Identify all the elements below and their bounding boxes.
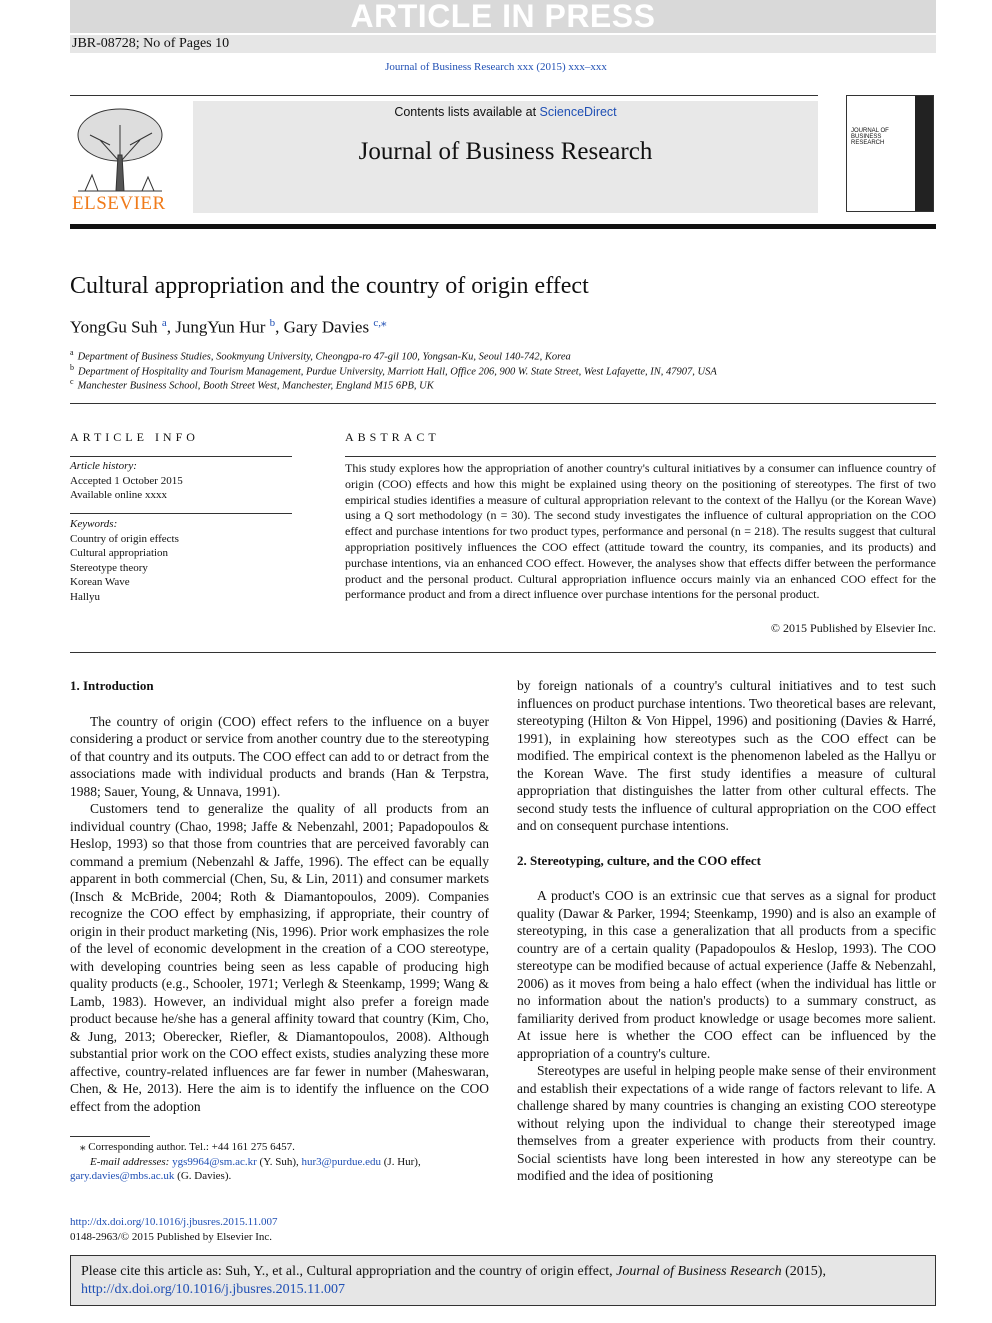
elsevier-tree-icon: [70, 105, 170, 193]
paragraph: by foreign nationals of a country's cultural initiatives and to test such influences on product purchase intentions. Two theoretical bases are relevant, stereotyping (Hilton & Von Hippel, 1996) and positioning (Davies & Harré, 1991), in explaining how stereotypes such as the COO effect can be modified. The empirical context is the phenomenon labeled as the Hallyu or the Korean Wave. The first study identifies a measure of cultural appropriation that distinguishes the latter from other cultural effects. The second study tests the influence of cultural appropriation on the COO effect and on consequent purchase intentions.: [517, 678, 936, 833]
doi-link[interactable]: http://dx.doi.org/10.1016/j.jbusres.2015.11.007: [70, 1216, 278, 1228]
affiliation-mark: a: [70, 348, 74, 357]
citation-journal: Journal of Business Research: [616, 1264, 782, 1279]
header-rule: [70, 95, 818, 96]
journal-reference-link[interactable]: Journal of Business Research xxx (2015) xxx–xxx: [385, 61, 607, 73]
keywords-label: Keywords:: [70, 518, 118, 530]
paragraph: The country of origin (COO) effect refers to the influence on a buyer considering a product or service from another country due to the stereotyping of that country and its outputs. The COO effect can add to or detract from the associations made with individual products and brands (Han & Terpstra, 1988; Sauer, Young, & Unnava, 1991).: [70, 713, 489, 799]
article-history: [70, 459, 292, 503]
keyword: Hallyu: [70, 590, 100, 603]
right-column: [517, 677, 936, 1185]
email-owner: (G. Davies).: [174, 1170, 232, 1182]
cover-text: JOURNAL OF BUSINESS RESEARCH: [851, 128, 889, 146]
author-name: Gary Davies: [283, 317, 370, 337]
corresponding-author: ⁎ Corresponding author. Tel.: +44 161 275 6457.: [80, 1141, 295, 1153]
author-separator: ,: [275, 317, 284, 337]
affiliation-mark: b: [70, 363, 74, 372]
journal-title: Journal of Business Research: [358, 138, 653, 165]
left-column: [70, 677, 489, 1115]
abstract-text: This study explores how the appropriation of another country's cultural initiatives by a consumer can influence country of origin (COO) effects and how this might be explained using theory on the positioning of stereotypes. The first of two empirical studies identifies a measure of cultural appropriation relevant to the context of the Hallyu (or the Korean Wave) using a Q sort methodology (n = 30). The second study investigates the influence of cultural appropriation on the COO effect and purchase intentions for two product types, performance and personal (n = 218). The results suggest that cultural appropriation positively influences the COO effect (attitude toward the country, its companies, and its products) and purchase intentions, via an enhanced COO effect. However, the analyses show that effects differ between the performance product and the personal product. Cultural appropriation influence occurs mainly via an enhanced COO effect for the performance product and from a direct influence over purchase intentions for the personal product.: [345, 461, 936, 602]
keywords: [70, 517, 292, 604]
author-name: YongGu Suh: [70, 317, 158, 337]
author-affiliation-link[interactable]: c,: [373, 317, 381, 329]
divider: [345, 456, 936, 457]
article-in-press-banner: ARTICLE IN PRESS: [70, 0, 936, 33]
divider: [70, 652, 936, 653]
author-name: JungYun Hur: [175, 317, 266, 337]
doi-block: [70, 1215, 490, 1244]
author-affiliation-link[interactable]: b: [269, 317, 276, 329]
article-info-heading: ARTICLE INFO: [70, 430, 199, 444]
corresponding-author-mark[interactable]: ⁎: [381, 317, 387, 329]
abstract-copyright: © 2015 Published by Elsevier Inc.: [770, 621, 936, 635]
divider: [70, 403, 936, 404]
history-online: Available online xxxx: [70, 489, 167, 501]
divider: [70, 513, 292, 514]
history-label: Article history:: [70, 460, 137, 472]
affiliation-text: Department of Business Studies, Sookmyung University, Cheongpa-ro 47-gil 100, Yongsan-Ku, Seoul 140-742, Korea: [77, 351, 571, 363]
author-affiliation-link[interactable]: a: [161, 317, 167, 329]
section-heading: 2. Stereotyping, culture, and the COO effect: [517, 852, 761, 868]
email-link[interactable]: gary.davies@mbs.ac.uk: [70, 1170, 175, 1182]
abstract-heading: ABSTRACT: [345, 430, 440, 444]
email-line: [70, 1169, 490, 1184]
keyword: Korean Wave: [70, 576, 130, 588]
paragraph: Customers tend to generalize the quality of all products from an individual country (Chao, 1998; Jaffe & Nebenzahl, 2001; Papadopoulos & Heslop, 1993) so that those from countries that are perceived favorably can command a premium (Nebenzahl & Jaffe, 1996). The effect can be equally apparent in both commercial (Chen, Su, & Lin, 2011) and consumer markets (Insch & McBride, 2004; Roth & Diamantopoulos, 2009). Companies recognize the COO effect by emphasizing, if appropriate, their country of origin in their product marketing (Nis, 1996). Prior work emphasizes the role of the level of economic development in the creation of a COO stereotype, with developing countries being seen as less capable of producing high quality products (e.g., Schooler, 1971; Verlegh & Steenkamp, 1999; Wang & Lamb, 1983). However, an individual might also prefer a foreign made product because he/she has a general affinity toward that country (Kim, Cho, & Jung, 2013; Oberecker, Riefler, & Diamantopoulos, 2008). Although substantial prior work on the COO effect exists, studies analyzing these more affective, country-related influences are far fewer in number (Maheswaran, Chen, & He, 2013). Here the aim is to identify the influence on the COO effect from the adoption: [70, 801, 489, 1114]
journal-cover-thumbnail: [846, 95, 934, 212]
paragraph: Stereotypes are useful in helping people make sense of their environment and establish their expectations of a wide range of factors relevant to life. A challenge shared by many countries is changing an existing COO stereotype without relying upon the individual to change their stereotyped image themselves from a greater experience with products from their country. Social scientists have long been interested in how any stereotype can be modified and the idea of positioning: [517, 1063, 936, 1183]
citation-text: Please cite this article as: Suh, Y., et al., Cultural appropriation and the country of origin effect,: [81, 1264, 617, 1279]
author-list: [70, 316, 387, 338]
footnotes: [70, 1140, 490, 1184]
citation-year: (2015),: [781, 1264, 826, 1279]
affiliation-c: [70, 377, 434, 392]
cover-strip: [915, 96, 933, 211]
email-link[interactable]: ygs9964@sm.ac.kr: [172, 1155, 257, 1168]
affiliation-mark: c: [70, 377, 74, 386]
footnote-rule: [70, 1136, 150, 1137]
header-thick-rule: [70, 224, 936, 229]
affiliation-text: Department of Hospitality and Tourism Management, Purdue University, Marriott Hall, Office 206, 900 W. State Street, West Lafayette, IN, 47907, USA: [78, 366, 717, 378]
keyword: Stereotype theory: [70, 561, 148, 574]
contents-line: [193, 105, 818, 119]
email-owner: (Y. Suh),: [256, 1155, 302, 1168]
contents-label: Contents lists available at: [394, 105, 540, 119]
keyword: Cultural appropriation: [70, 547, 169, 559]
affiliation-text: Manchester Business School, Booth Street West, Manchester, England M15 6PB, UK: [77, 380, 434, 392]
citation-box: [70, 1255, 936, 1306]
email-label: E-mail addresses:: [90, 1155, 170, 1168]
email-link[interactable]: hur3@purdue.edu: [301, 1155, 381, 1168]
email-line: [70, 1155, 490, 1170]
sciencedirect-link[interactable]: ScienceDirect: [539, 105, 617, 119]
citation-doi-link[interactable]: http://dx.doi.org/10.1016/j.jbusres.2015.11.007: [81, 1282, 346, 1297]
elsevier-wordmark: ELSEVIER: [72, 193, 166, 214]
document-id: JBR-08728; No of Pages 10: [70, 35, 936, 53]
divider: [70, 456, 292, 457]
issn-line: 0148-2963/© 2015 Published by Elsevier Inc.: [70, 1230, 273, 1243]
affiliation-b: [70, 363, 717, 378]
paragraph: A product's COO is an extrinsic cue that serves as a signal for product quality (Dawar & Parker, 1994; Steenkamp, 1990) and is also an example of stereotyping, in this case a generalization that all products from a specific country are of a certain quality (Papadopoulos & Heslop, 1993). The COO stereotype can be modified because of actual experience (Jaffe & Nebenzahl, 2006) as it moves from being a halo effect (when the individual has little or no information about the nation's products) to a summary construct, as familiarity derived from product knowledge or usage becomes more salient. At issue here is whether the COO effect can be influenced by the appropriation of a country's culture.: [517, 888, 936, 1061]
author-separator: ,: [166, 317, 176, 337]
article-title: Cultural appropriation and the country of origin effect: [70, 273, 589, 299]
keyword: Country of origin effects: [70, 532, 179, 545]
email-owner: (J. Hur),: [381, 1155, 421, 1168]
affiliation-a: [70, 348, 571, 363]
elsevier-logo: [70, 105, 170, 215]
section-heading: 1. Introduction: [70, 678, 154, 693]
history-accepted: Accepted 1 October 2015: [70, 474, 183, 487]
